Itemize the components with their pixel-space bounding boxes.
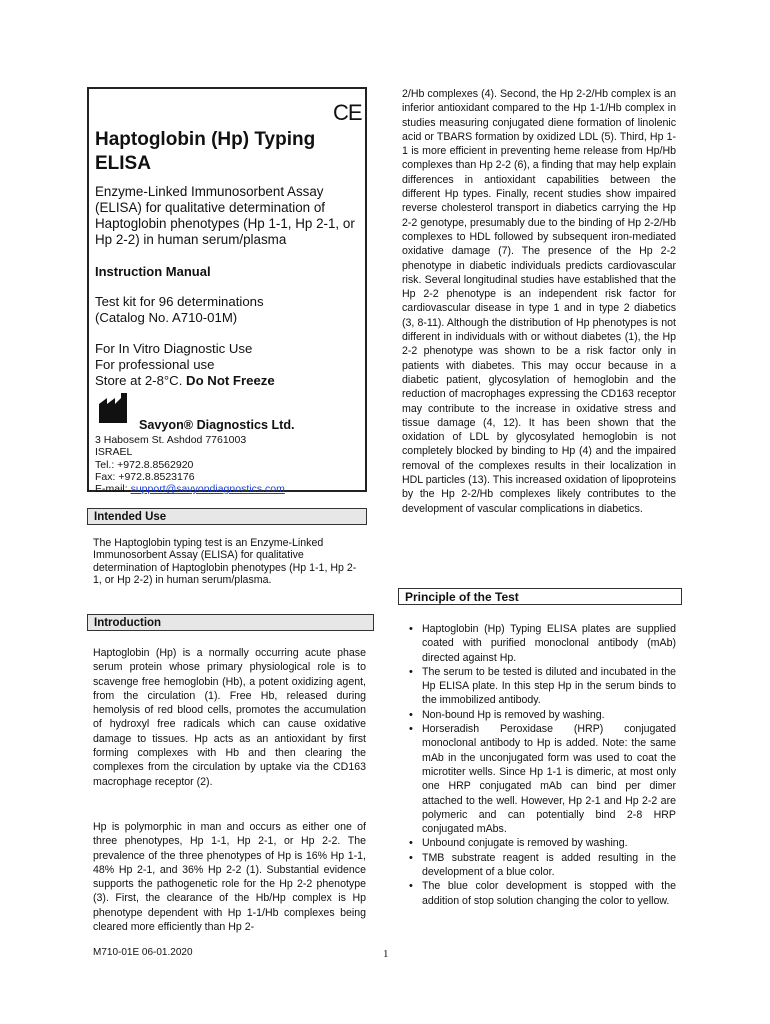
page-number: 1 (383, 948, 389, 960)
principle-item: • Haptoglobin (Hp) Typing ELISA plates are supplied coated with purified monoclonal antibody (mAb) directed against Hp. (422, 622, 676, 665)
company-address (95, 434, 285, 495)
intended-use-text: The Haptoglobin typing test is an Enzyme-Linked Immunosorbent Assay (ELISA) for qualitative determination of Haptoglobin phenotypes (Hp 1-1, Hp 2-1, or Hp 2-2) in human serum/plasma. (93, 537, 357, 586)
ce-mark-icon: CE (333, 100, 362, 125)
introduction-heading: Introduction (87, 614, 374, 631)
introduction-paragraph-3: 2/Hb complexes (4). Second, the Hp 2-2/Hb complex is an inferior antioxidant compared to the Hp 1-1/Hb complex in studies measuring conjugated diene formation of linolenic acid or TBARS formation by oxidized LDL (5). Third, Hp 1-1 is more efficient in preventing heme release from Hp/Hb complexes than Hp 2-2 (6), a finding that may help explain differences in antioxidant capabilities between the different Hp types. Finally, recent studies show impaired reverse cholesterol transport in diabetics carrying the Hp 2-2 genotype, presumably due to the binding of Hp 2-2/Hb complexes to HDL followed by subsequent iron-mediated oxidative damage (7). The presence of the Hp 2-2 phenotype in diabetic individuals predicts cardiovascular risk. Several longitudinal studies have established that the Hp 2-2 phenotype is an independent risk factor for cardiovascular disease in type 1 and in type 2 diabetics (3, 8-11). Although the distribution of Hp phenotypes is not different in individuals with or without diabetes (1), the Hp 2-2 phenotype was shown to be a risk factor only in patients with diabetes. This may occur because in a diabetic patient, glycosylation of hemoglobin and the reduction of macrophages expressing the CD163 receptor may contribute to the increase in oxidative stress and tissue damage (4, 12). It has been shown that the oxidation of LDL by glycosylated hemoglobin is not completely blocked by binding to Hp (4) and the impaired removal of the complexes results in their localization in HDL particles (13). This increased oxidation of lipoproteins by the Hp 2-2/Hb complexes likely contributes to the development of vascular complications in diabetics. (402, 88, 676, 515)
principle-heading: Principle of the Test (398, 588, 682, 605)
do-not-freeze: Do Not Freeze (186, 373, 275, 388)
storage-info (95, 373, 275, 389)
principle-item: • Unbound conjugate is removed by washing. (422, 836, 676, 850)
storage-temp: Store at 2-8°C. (95, 373, 183, 388)
usage-info (95, 341, 275, 389)
email-label: E-mail: (95, 483, 128, 496)
document-subtitle: Enzyme-Linked Immunosorbent Assay (ELISA) for qualitative determination of Haptoglobin phenotypes (Hp 1-1, Hp 2-1, or Hp 2-2) in human serum/plasma (95, 184, 355, 247)
kit-info (95, 294, 264, 326)
intended-use-heading: Intended Use (87, 508, 367, 525)
principle-item: • The serum to be tested is diluted and incubated in the Hp ELISA plate. In this step Hp in the serum binds to the immobilized antibody. (422, 665, 676, 708)
document-code: M710-01E 06-01.2020 (93, 947, 193, 958)
kit-catalog-number: (Catalog No. A710-01M) (95, 310, 238, 325)
factory-icon (98, 392, 132, 424)
ivd-use: For In Vitro Diagnostic Use (95, 341, 253, 356)
instruction-manual-label: Instruction Manual (95, 264, 211, 279)
principle-list (408, 622, 676, 908)
email-link[interactable]: support@savyondiagnostics.com (130, 483, 285, 496)
telephone: Tel.: +972.8.8562920 (95, 458, 194, 471)
fax: Fax: +972.8.8523176 (95, 470, 195, 483)
professional-use: For professional use (95, 357, 215, 372)
introduction-paragraph-1: Haptoglobin (Hp) is a normally occurring acute phase serum protein whose primary physiological role is to scavenge free hemoglobin (Hb), a potent oxidizing agent, from the circulation (1). Free Hb, released during hemolysis of red blood cells, promotes the accumulation of hydroxyl free radicals which can cause oxidative damage to tissues. Hp acts as an antioxidant by first forming complexes with Hb and then clearing the complexes from the circulation by uptake via the CD163 macrophage receptor (2). (93, 647, 366, 788)
kit-determinations: Test kit for 96 determinations (95, 294, 264, 309)
principle-item: • Non-bound Hp is removed by washing. (422, 708, 676, 722)
document-title: Haptoglobin (Hp) Typing ELISA (95, 129, 316, 174)
principle-item: • The blue color development is stopped with the addition of stop solution changing the color to yellow. (422, 879, 676, 908)
principle-item: • Horseradish Peroxidase (HRP) conjugated monoclonal antibody to Hp is added. Note: the same mAb in the unconjugated form was used to coat the microtiter wells. Since Hp 1-1 is dimeric, at most only one HRP conjugated mAb can bind per dimer attached to the well. However, Hp 2-1 and Hp 2-2 are polymeric and can potentially bind 2-8 HRP conjugated mAbs. (422, 722, 676, 836)
introduction-paragraph-2: Hp is polymorphic in man and occurs as either one of three phenotypes, Hp 1-1, Hp 2-1, or Hp 2-2. The prevalence of the three phenotypes of Hp is 16% Hp 1-1, 48% Hp 2-1, and 36% Hp 2-2 (1). Substantial evidence supports the pathogenetic role for the Hp 2-2 phenotype (3). First, the clearance of the Hb/Hp complex is Hp phenotype dependent with Hp 1-1/Hb complexes being cleared more efficiently than Hp 2- (93, 821, 366, 934)
company-name: Savyon® Diagnostics Ltd. (139, 418, 295, 432)
email-line (95, 483, 285, 495)
address-country: ISRAEL (95, 446, 133, 459)
principle-item: • TMB substrate reagent is added resulting in the development of a blue color. (422, 851, 676, 880)
address-street: 3 Habosem St. Ashdod 7761003 (95, 434, 247, 446)
